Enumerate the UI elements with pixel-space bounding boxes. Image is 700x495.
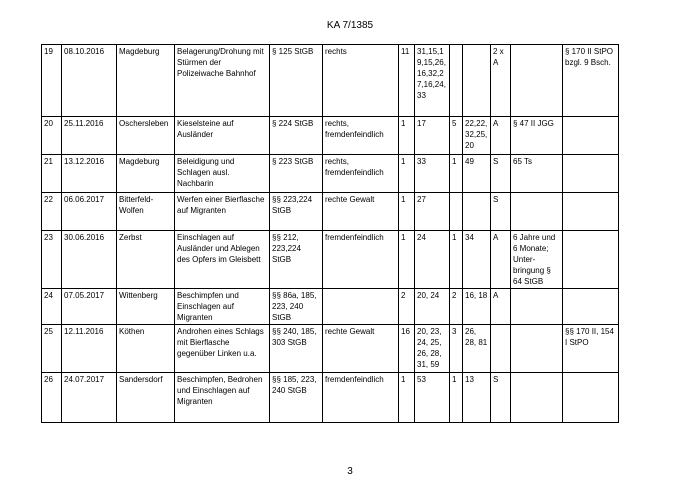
sentence: 65 Ts (511, 155, 563, 193)
date: 08.10.2016 (62, 45, 117, 117)
perpetrator-count: 11 (399, 45, 415, 117)
motive: fremdenfeindlich (323, 231, 399, 289)
perpetrator-ages: 33 (415, 155, 450, 193)
outcome-code: S (491, 155, 511, 193)
table-row (42, 289, 619, 325)
location: Magdeburg (117, 155, 175, 193)
case-number: 24 (42, 289, 62, 325)
incident-table (41, 44, 619, 423)
offense-description: Beschimpfen und Einschlagen auf Migranten (175, 289, 270, 325)
sentence (511, 373, 563, 423)
case-number: 25 (42, 325, 62, 373)
victim-ages: 16, 18 (463, 289, 491, 325)
remark (563, 117, 619, 155)
table-row (42, 325, 619, 373)
perpetrator-ages: 17 (415, 117, 450, 155)
table-row (42, 373, 619, 423)
statute: § 223 StGB (270, 155, 323, 193)
case-number: 21 (42, 155, 62, 193)
offense-description: Kieselsteine auf Ausländer (175, 117, 270, 155)
case-number: 22 (42, 193, 62, 231)
outcome-code: A (491, 231, 511, 289)
remark: § 170 II StPO bzgl. 9 Bsch. (563, 45, 619, 117)
sentence: 6 Jahre und 6 Monate; Unter-bringung § 64 StGB (511, 231, 563, 289)
date: 24.07.2017 (62, 373, 117, 423)
victim-count: 2 (450, 289, 463, 325)
motive: rechts (323, 45, 399, 117)
victim-count (450, 45, 463, 117)
table-body (42, 45, 619, 423)
perpetrator-count: 1 (399, 373, 415, 423)
perpetrator-count: 2 (399, 289, 415, 325)
location: Magdeburg (117, 45, 175, 117)
perpetrator-ages: 31,15,1 9,15,26, 16,32,2 7,16,24, 33 (415, 45, 450, 117)
motive: rechte Gewalt (323, 193, 399, 231)
statute: §§ 86a, 185, 223, 240 StGB (270, 289, 323, 325)
page-number: 3 (347, 466, 353, 477)
remark (563, 155, 619, 193)
offense-description: Belagerung/Drohung mit Stürmen der Polizeiwache Bahnhof (175, 45, 270, 117)
victim-count: 1 (450, 373, 463, 423)
location: Zerbst (117, 231, 175, 289)
date: 06.06.2017 (62, 193, 117, 231)
offense-description: Androhen eines Schlags mit Bierflasche gegenüber Linken u.a. (175, 325, 270, 373)
victim-count: 1 (450, 155, 463, 193)
victim-ages: 49 (463, 155, 491, 193)
location: Bitterfeld-Wolfen (117, 193, 175, 231)
offense-description: Beschimpfen, Bedrohen und Einschlagen auf Migranten (175, 373, 270, 423)
case-number: 26 (42, 373, 62, 423)
victim-ages: 13 (463, 373, 491, 423)
victim-count: 1 (450, 231, 463, 289)
date: 30.06.2016 (62, 231, 117, 289)
offense-description: Beleidigung und Schlagen ausl. Nachbarin (175, 155, 270, 193)
perpetrator-ages: 27 (415, 193, 450, 231)
offense-description: Einschlagen auf Ausländer und Ablegen des Opfers im Gleisbett (175, 231, 270, 289)
location: Köthen (117, 325, 175, 373)
case-number: 19 (42, 45, 62, 117)
case-number: 20 (42, 117, 62, 155)
statute: §§ 240, 185, 303 StGB (270, 325, 323, 373)
statute: §§ 223,224 StGB (270, 193, 323, 231)
perpetrator-ages: 24 (415, 231, 450, 289)
statute: § 125 StGB (270, 45, 323, 117)
remark (563, 231, 619, 289)
victim-ages (463, 45, 491, 117)
outcome-code: S (491, 373, 511, 423)
statute: §§ 185, 223, 240 StGB (270, 373, 323, 423)
table-row (42, 231, 619, 289)
table-row (42, 193, 619, 231)
date: 12.11.2016 (62, 325, 117, 373)
table-row (42, 45, 619, 117)
perpetrator-ages: 20, 23, 24, 25, 26, 28, 31, 59 (415, 325, 450, 373)
date: 25.11.2016 (62, 117, 117, 155)
outcome-code: A (491, 289, 511, 325)
table-row (42, 155, 619, 193)
sentence (511, 45, 563, 117)
location: Oschersleben (117, 117, 175, 155)
statute: §§ 212, 223,224 StGB (270, 231, 323, 289)
outcome-code: 2 x A (491, 45, 511, 117)
perpetrator-ages: 53 (415, 373, 450, 423)
victim-ages: 26, 28, 81 (463, 325, 491, 373)
outcome-code (491, 325, 511, 373)
sentence (511, 289, 563, 325)
outcome-code: S (491, 193, 511, 231)
motive: rechts, fremdenfeindlich (323, 155, 399, 193)
case-number: 23 (42, 231, 62, 289)
perpetrator-ages: 20, 24 (415, 289, 450, 325)
victim-count (450, 193, 463, 231)
perpetrator-count: 1 (399, 117, 415, 155)
perpetrator-count: 1 (399, 193, 415, 231)
offense-description: Werfen einer Bierflasche auf Migranten (175, 193, 270, 231)
sentence (511, 325, 563, 373)
victim-count: 3 (450, 325, 463, 373)
remark (563, 373, 619, 423)
date: 07.05.2017 (62, 289, 117, 325)
sentence (511, 193, 563, 231)
victim-ages (463, 193, 491, 231)
location: Wittenberg (117, 289, 175, 325)
statute: § 224 StGB (270, 117, 323, 155)
victim-ages: 34 (463, 231, 491, 289)
perpetrator-count: 16 (399, 325, 415, 373)
motive: rechte Gewalt (323, 325, 399, 373)
document-id: KA 7/1385 (326, 20, 374, 31)
perpetrator-count: 1 (399, 231, 415, 289)
table-row (42, 117, 619, 155)
perpetrator-count: 1 (399, 155, 415, 193)
motive: rechts, fremdenfeindlich (323, 117, 399, 155)
victim-count: 5 (450, 117, 463, 155)
motive: fremdenfeindlich (323, 373, 399, 423)
remark (563, 193, 619, 231)
date: 13.12.2016 (62, 155, 117, 193)
motive (323, 289, 399, 325)
remark: §§ 170 II, 154 I StPO (563, 325, 619, 373)
sentence: § 47 II JGG (511, 117, 563, 155)
remark (563, 289, 619, 325)
victim-ages: 22,22, 32,25, 20 (463, 117, 491, 155)
location: Sandersdorf (117, 373, 175, 423)
outcome-code: A (491, 117, 511, 155)
